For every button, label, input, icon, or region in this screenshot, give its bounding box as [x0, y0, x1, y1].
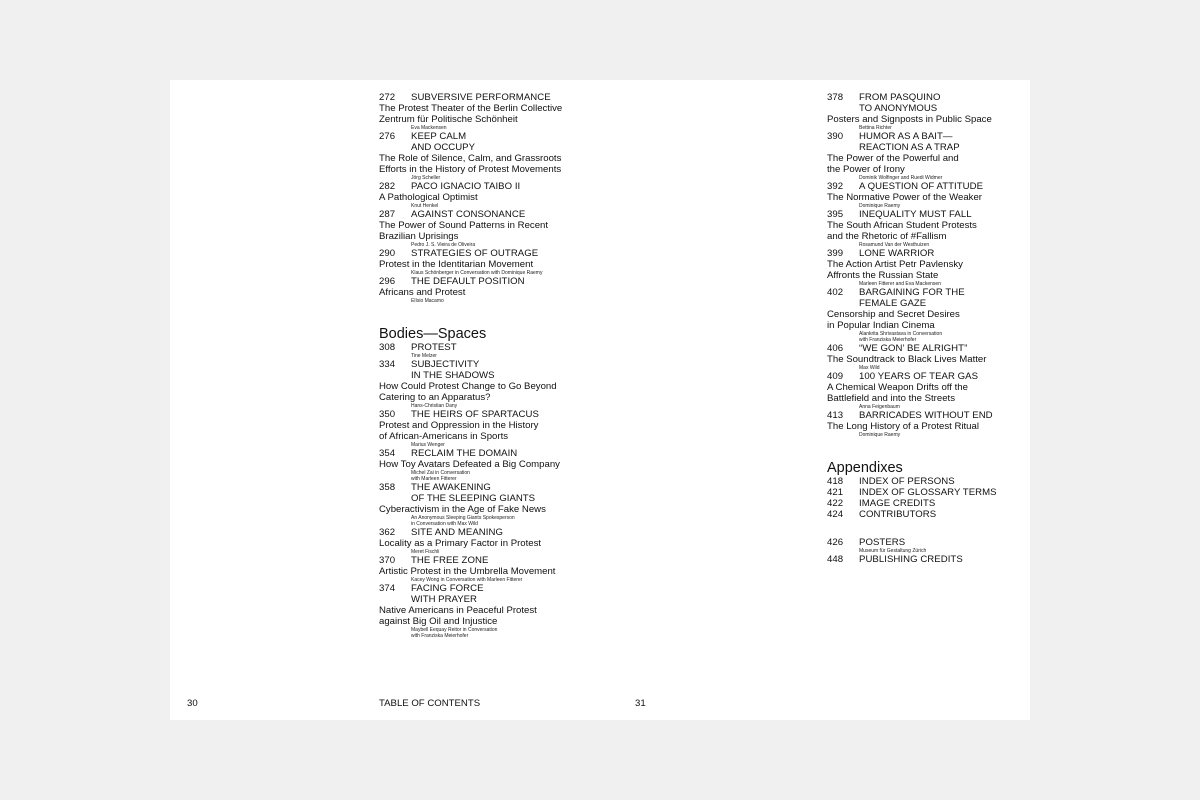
toc-author: in Conversation with Max Wild — [411, 521, 478, 527]
toc-author: Meret Fischli — [411, 549, 440, 555]
toc-title-line: WITH PRAYER — [411, 594, 477, 605]
toc-title: SUBJECTIVITY — [411, 359, 480, 370]
toc-author: Jörg Scheller — [411, 175, 441, 181]
toc-title-line: IN THE SHADOWS — [411, 370, 495, 381]
toc-author: Museum für Gestaltung Zürich — [859, 548, 927, 554]
toc-author: Klaus Schönberger in Conversation with Dominique Raemy — [411, 270, 543, 276]
toc-entry[interactable] — [827, 487, 1027, 498]
toc-subtitle: against Big Oil and Injustice — [379, 616, 498, 627]
toc-subtitle: Efforts in the History of Protest Movements — [379, 164, 562, 175]
toc-entry[interactable] — [827, 410, 1027, 438]
toc-subtitle: The South African Student Protests — [827, 220, 977, 231]
section-heading: Appendixes — [827, 460, 903, 476]
toc-author: Alankrita Shrivastava in Conversation — [859, 331, 943, 337]
toc-page-number: 370 — [379, 555, 396, 566]
toc-subtitle: Native Americans in Peaceful Protest — [379, 605, 537, 616]
toc-page-number: 350 — [379, 409, 396, 420]
toc-entry[interactable] — [379, 248, 619, 276]
toc-title: INDEX OF PERSONS — [859, 476, 955, 487]
toc-author: with Franziska Meierhofer — [411, 633, 469, 639]
toc-title: BARGAINING FOR THE — [859, 287, 965, 298]
toc-subtitle: A Pathological Optimist — [379, 192, 478, 203]
toc-subtitle: The Protest Theater of the Berlin Collective — [379, 103, 563, 114]
toc-subtitle: Catering to an Apparatus? — [379, 392, 491, 403]
toc-author: Hans-Christian Dany — [411, 403, 458, 409]
toc-page-number: 362 — [379, 527, 396, 538]
toc-entry[interactable] — [379, 555, 619, 583]
toc-title: SITE AND MEANING — [411, 527, 503, 538]
toc-author: with Franziska Meierhofer — [859, 337, 917, 343]
toc-title: PUBLISHING CREDITS — [859, 554, 963, 565]
toc-entry[interactable] — [827, 248, 1027, 287]
toc-title: THE AWAKENING — [411, 482, 491, 493]
toc-entry[interactable] — [827, 209, 1027, 248]
toc-title: INDEX OF GLOSSARY TERMS — [859, 487, 997, 498]
toc-subtitle: A Chemical Weapon Drifts off the — [827, 382, 968, 393]
toc-title: A QUESTION OF ATTITUDE — [859, 181, 984, 192]
toc-subtitle: The Soundtrack to Black Lives Matter — [827, 354, 987, 365]
toc-page-number: 287 — [379, 209, 396, 220]
toc-subtitle: The Long History of a Protest Ritual — [827, 421, 979, 432]
toc-subtitle: Protest and Oppression in the History — [379, 420, 539, 431]
toc-entry[interactable] — [379, 342, 619, 359]
toc-subtitle: Posters and Signposts in Public Space — [827, 114, 992, 125]
toc-subtitle: Battlefield and into the Streets — [827, 393, 955, 404]
toc-page-number: 422 — [827, 498, 844, 509]
toc-author: Max Wild — [859, 365, 880, 371]
toc-entry[interactable] — [379, 276, 619, 304]
toc-page-number: 448 — [827, 554, 844, 565]
toc-entry[interactable] — [379, 92, 619, 131]
toc-entry[interactable] — [379, 131, 619, 181]
toc-group — [379, 92, 619, 304]
toc-entry[interactable] — [827, 92, 1027, 131]
toc-subtitle: Locality as a Primary Factor in Protest — [379, 538, 542, 549]
toc-title: THE HEIRS OF SPARTACUS — [411, 409, 539, 420]
toc-page-number: 390 — [827, 131, 844, 142]
toc-author: Bettina Richter — [859, 125, 892, 131]
toc-entry[interactable] — [827, 371, 1027, 410]
book-spread — [170, 80, 1030, 720]
toc-title: “WE GON’ BE ALRIGHT” — [859, 343, 968, 354]
toc-page-number: 395 — [827, 209, 844, 220]
toc-author: Eva Mackensen — [411, 125, 447, 131]
toc-title-line: FEMALE GAZE — [859, 298, 927, 309]
page-number: 31 — [635, 698, 646, 709]
left-page-toc — [379, 92, 619, 639]
toc-entry[interactable] — [379, 181, 619, 209]
toc-page-number: 413 — [827, 410, 844, 421]
toc-page-number: 272 — [379, 92, 396, 103]
toc-subtitle: The Action Artist Petr Pavlensky — [827, 259, 963, 270]
toc-title-line: REACTION AS A TRAP — [859, 142, 960, 153]
toc-subtitle: Affronts the Russian State — [827, 270, 939, 281]
toc-author: Maybell Eequay Reitor in Conversation — [411, 627, 498, 633]
right-page-toc — [827, 92, 1027, 565]
toc-title: LONE WARRIOR — [859, 248, 935, 259]
toc-entry[interactable] — [827, 181, 1027, 209]
toc-entry[interactable] — [827, 287, 1027, 343]
toc-subtitle: of African-Americans in Sports — [379, 431, 509, 442]
toc-subtitle: The Normative Power of the Weaker — [827, 192, 982, 203]
toc-group — [827, 92, 1027, 438]
toc-entry[interactable] — [827, 131, 1027, 181]
toc-title: FROM PASQUINO — [859, 92, 941, 103]
toc-title: FACING FORCE — [411, 583, 484, 594]
toc-entry[interactable] — [379, 482, 619, 527]
toc-title: 100 YEARS OF TEAR GAS — [859, 371, 979, 382]
toc-title-line: OF THE SLEEPING GIANTS — [411, 493, 536, 504]
toc-page-number: 358 — [379, 482, 396, 493]
toc-subtitle: The Power of the Powerful and — [827, 153, 959, 164]
toc-title: THE FREE ZONE — [411, 555, 489, 566]
toc-subtitle: Artistic Protest in the Umbrella Movement — [379, 566, 556, 577]
toc-title: IMAGE CREDITS — [859, 498, 936, 509]
toc-page-number: 418 — [827, 476, 844, 487]
toc-title: PROTEST — [411, 342, 457, 353]
toc-author: Tine Melzer — [411, 353, 437, 359]
toc-page-number: 334 — [379, 359, 396, 370]
toc-author: Dominique Raemy — [859, 203, 901, 209]
toc-subtitle: and the Rhetoric of #Fallism — [827, 231, 947, 242]
toc-page-number: 424 — [827, 509, 844, 520]
toc-entry[interactable] — [379, 527, 619, 555]
toc-title-line: TO ANONYMOUS — [859, 103, 938, 114]
toc-author: Anna Feigenbaum — [859, 404, 900, 410]
toc-page-number: 409 — [827, 371, 844, 382]
toc-page-number: 406 — [827, 343, 844, 354]
toc-author: An Anonymous Sleeping Giants Spokesperson — [411, 515, 515, 521]
toc-entry[interactable] — [827, 509, 1027, 520]
toc-title: INEQUALITY MUST FALL — [859, 209, 972, 220]
toc-page-number: 392 — [827, 181, 844, 192]
section-heading: Bodies—Spaces — [379, 326, 487, 342]
toc-title: RECLAIM THE DOMAIN — [411, 448, 518, 459]
toc-author: with Marleen Fitterer — [411, 476, 457, 482]
toc-entry[interactable] — [827, 476, 1027, 487]
toc-page-number: 421 — [827, 487, 844, 498]
toc-page-number: 378 — [827, 92, 844, 103]
toc-title: AGAINST CONSONANCE — [411, 209, 526, 220]
toc-title-line: AND OCCUPY — [411, 142, 475, 153]
toc-title: PACO IGNACIO TAIBO II — [411, 181, 521, 192]
toc-entry[interactable] — [827, 343, 1027, 371]
toc-page-number: 354 — [379, 448, 396, 459]
toc-page-number: 399 — [827, 248, 844, 259]
toc-subtitle: How Could Protest Change to Go Beyond — [379, 381, 557, 392]
toc-entry[interactable] — [379, 359, 619, 409]
toc-page-number: 402 — [827, 287, 844, 298]
toc-title: KEEP CALM — [411, 131, 467, 142]
toc-author: Dominik Wolfinger and Ruedi Widmer — [859, 175, 943, 181]
running-title: TABLE OF CONTENTS — [379, 698, 481, 709]
toc-page-number: 308 — [379, 342, 396, 353]
toc-title: BARRICADES WITHOUT END — [859, 410, 993, 421]
toc-subtitle: Africans and Protest — [379, 287, 466, 298]
toc-subtitle: Censorship and Secret Desires — [827, 309, 960, 320]
toc-author: Michel Zai in Conversation — [411, 470, 470, 476]
toc-entry[interactable] — [827, 498, 1027, 509]
toc-entry[interactable] — [379, 583, 619, 639]
toc-subtitle: the Power of Irony — [827, 164, 905, 175]
toc-author: Pedro J. S. Vieira de Oliveira — [411, 242, 476, 248]
toc-entry[interactable] — [827, 537, 1027, 554]
toc-page-number: 374 — [379, 583, 396, 594]
page-number: 30 — [187, 698, 198, 709]
toc-entry[interactable] — [379, 209, 619, 248]
toc-subtitle: Zentrum für Politische Schönheit — [379, 114, 518, 125]
toc-title: SUBVERSIVE PERFORMANCE — [411, 92, 551, 103]
toc-title: THE DEFAULT POSITION — [411, 276, 525, 287]
toc-author: Knut Henkel — [411, 203, 439, 209]
toc-group — [827, 476, 1027, 520]
toc-entry[interactable] — [379, 409, 619, 448]
toc-author: Marius Wenger — [411, 442, 445, 448]
toc-page-number: 276 — [379, 131, 396, 142]
toc-entry[interactable] — [379, 448, 619, 482]
toc-page-number: 426 — [827, 537, 844, 548]
toc-title: HUMOR AS A BAIT— — [859, 131, 953, 142]
toc-title: POSTERS — [859, 537, 906, 548]
toc-page-number: 296 — [379, 276, 396, 287]
toc-subtitle: in Popular Indian Cinema — [827, 320, 935, 331]
toc-subtitle: The Power of Sound Patterns in Recent — [379, 220, 549, 231]
toc-author: Rosamund Van der Westhuizen — [859, 242, 930, 248]
toc-page-number: 282 — [379, 181, 396, 192]
toc-group — [827, 537, 1027, 565]
toc-subtitle: Protest in the Identitarian Movement — [379, 259, 534, 270]
toc-author: Kacey Wong in Conversation with Marleen Fitterer — [411, 577, 523, 583]
toc-subtitle: The Role of Silence, Calm, and Grassroots — [379, 153, 562, 164]
toc-title: STRATEGIES OF OUTRAGE — [411, 248, 539, 259]
toc-author: Dominique Raemy — [859, 432, 901, 438]
toc-entry[interactable] — [827, 554, 1027, 565]
toc-page-number: 290 — [379, 248, 396, 259]
toc-author: Elísio Macamo — [411, 298, 444, 304]
toc-subtitle: Cyberactivism in the Age of Fake News — [379, 504, 546, 515]
toc-group — [379, 342, 619, 639]
toc-subtitle: Brazilian Uprisings — [379, 231, 459, 242]
toc-title: CONTRIBUTORS — [859, 509, 937, 520]
toc-subtitle: How Toy Avatars Defeated a Big Company — [379, 459, 560, 470]
toc-author: Marleen Fitterer and Eva Mackensen — [859, 281, 941, 287]
